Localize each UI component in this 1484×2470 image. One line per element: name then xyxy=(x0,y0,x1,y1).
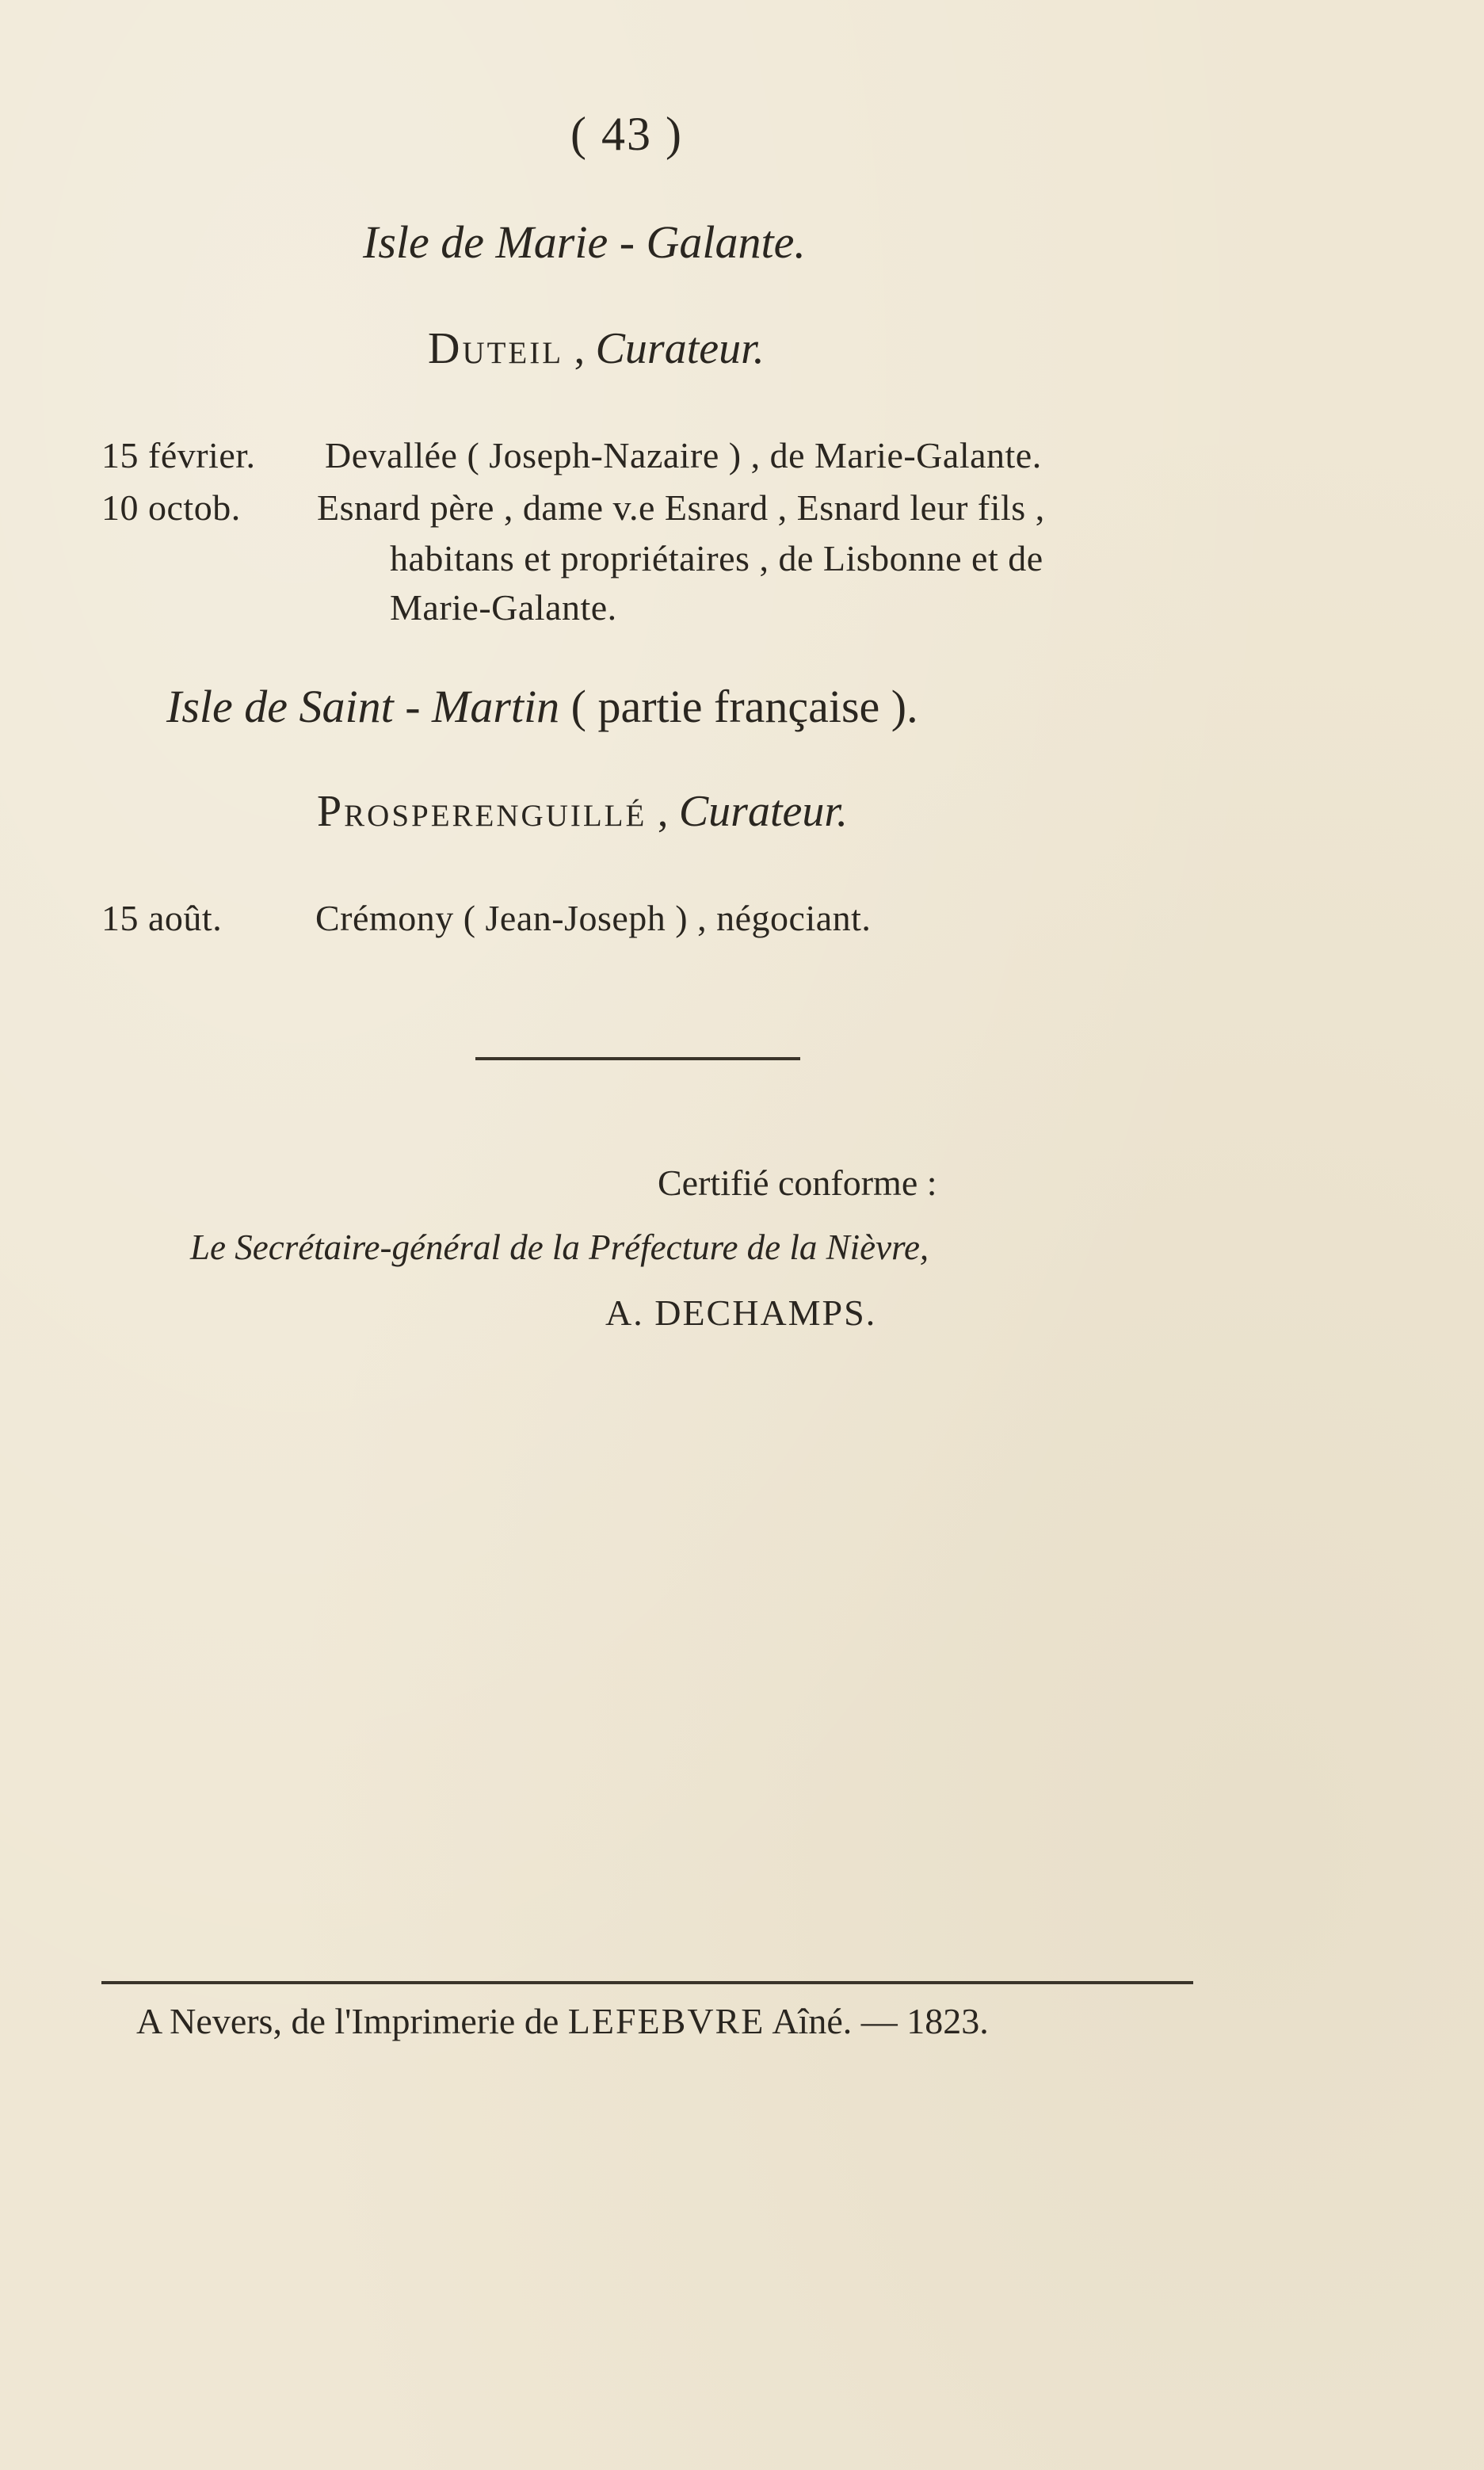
imprint-printer: LEFEBVRE xyxy=(567,2001,765,2041)
entry-text-line-3: Marie-Galante. xyxy=(390,587,617,628)
entry-text: Devallée ( Joseph-Nazaire ) , de Marie-Galante. xyxy=(325,435,1042,475)
curator-name: Duteil xyxy=(428,324,564,373)
curator-separator: , xyxy=(657,788,669,835)
heading-roman: ( partie française ). xyxy=(570,681,918,732)
curator-line-saint-martin xyxy=(317,786,848,837)
entry-text: Crémony ( Jean-Joseph ) , négociant. xyxy=(315,898,872,938)
entry-date: 10 octob. xyxy=(101,487,241,528)
signer-role: Le Secrétaire-général de la Préfecture de la Nièvre, xyxy=(190,1227,929,1267)
imprint-prefix: A Nevers, de l'Imprimerie de xyxy=(136,2001,559,2041)
curator-role: Curateur. xyxy=(678,787,848,836)
curator-separator: , xyxy=(574,325,586,372)
printer-imprint xyxy=(136,2000,989,2042)
curator-role: Curateur. xyxy=(595,324,765,373)
section-divider xyxy=(475,1057,800,1060)
entry-date: 15 août. xyxy=(101,898,223,938)
signer-name: A. DECHAMPS. xyxy=(605,1292,877,1333)
section-heading-marie-galante: Isle de Marie - Galante. xyxy=(363,216,806,268)
curator-line-marie-galante xyxy=(428,323,765,374)
certification-line: Certifié conforme : xyxy=(658,1162,937,1203)
imprint-suffix: Aîné. — 1823. xyxy=(772,2001,989,2041)
page-number: ( 43 ) xyxy=(570,108,683,160)
section-heading-saint-martin xyxy=(166,680,918,733)
heading-italic: Isle de Saint - Martin xyxy=(166,681,560,732)
curator-name: Prosperenguillé xyxy=(317,787,647,836)
entry-date: 15 février. xyxy=(101,435,256,475)
footer-divider xyxy=(101,1981,1193,1984)
entry-text-line-1: Esnard père , dame v.e Esnard , Esnard leur fils , xyxy=(317,487,1045,528)
entry-text-line-2: habitans et propriétaires , de Lisbonne et de xyxy=(390,538,1043,578)
